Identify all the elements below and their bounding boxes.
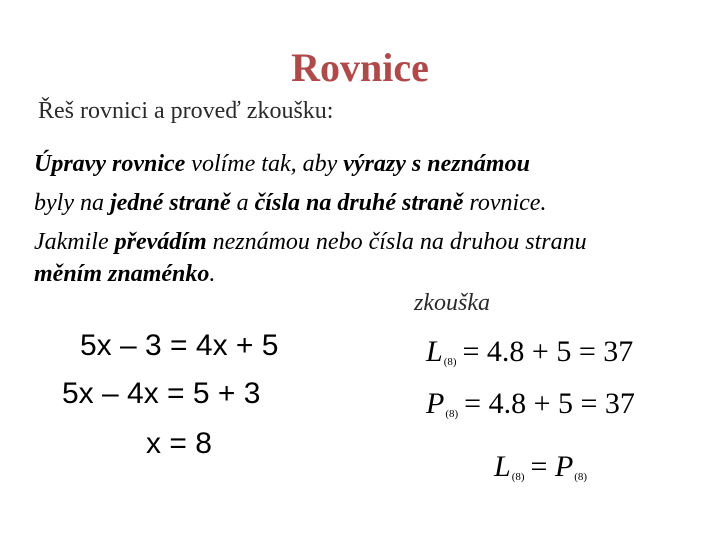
check-expression: = 4.8 + 5 = 37 — [462, 335, 634, 368]
solution-step-1: 5x – 3 = 4x + 5 — [80, 329, 279, 362]
rule-emphasis: výrazy s neznámou — [343, 151, 530, 177]
conclusion-left-variable: L — [494, 450, 511, 483]
rule-emphasis: Úpravy rovnice — [34, 151, 186, 177]
rule-emphasis: čísla na druhé straně — [254, 190, 464, 216]
conclusion-equals: = — [530, 450, 548, 483]
check-subscript: (8) — [443, 356, 457, 368]
rule-line-2 — [34, 189, 546, 217]
rule-emphasis: převádím — [114, 229, 207, 255]
rule-line-3 — [34, 228, 587, 256]
slide-title: Rovnice — [291, 45, 429, 90]
check-variable: P — [426, 387, 445, 420]
rule-text: rovnice. — [463, 190, 547, 216]
rule-text: volíme tak, aby — [185, 151, 344, 177]
check-right-side — [426, 387, 635, 421]
check-left-side — [426, 335, 633, 369]
rule-text: byly na — [34, 190, 110, 216]
rule-line-4 — [34, 260, 215, 288]
check-expression: = 4.8 + 5 = 37 — [464, 387, 635, 420]
check-conclusion — [494, 450, 593, 484]
solution-step-2: 5x – 4x = 5 + 3 — [62, 377, 261, 410]
conclusion-left-subscript: (8) — [511, 471, 525, 483]
check-subscript: (8) — [445, 408, 459, 420]
rule-line-1 — [34, 150, 530, 178]
rule-text: neznámou nebo čísla na druhou stranu — [206, 229, 587, 255]
rule-emphasis: měním znaménko — [34, 261, 210, 287]
rule-text: a — [230, 190, 255, 216]
task-instruction: Řeš rovnici a proveď zkoušku: — [38, 98, 334, 124]
check-label: zkouška — [414, 290, 490, 316]
check-variable: L — [426, 335, 443, 368]
conclusion-right-subscript: (8) — [574, 471, 588, 483]
rule-text: Jakmile — [34, 229, 115, 255]
solution-step-3: x = 8 — [146, 427, 212, 460]
rule-text: . — [209, 261, 216, 287]
conclusion-right-variable: P — [554, 450, 574, 483]
rule-emphasis: jedné straně — [109, 190, 231, 216]
